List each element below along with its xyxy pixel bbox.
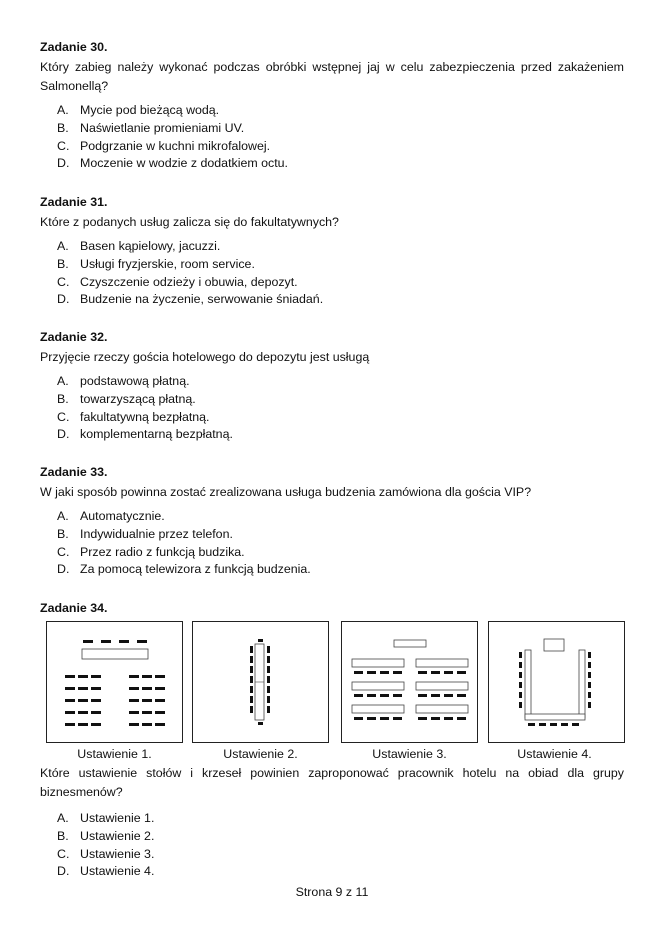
chair-icon xyxy=(101,640,111,643)
layout-4-diagram xyxy=(488,621,625,743)
layout-2-caption: Ustawienie 2. xyxy=(223,747,298,761)
layout-4-caption: Ustawienie 4. xyxy=(517,747,592,761)
task-question: W jaki sposób powinna zostać zrealizowana usługa budzenia zamówiona dla gościa VIP? xyxy=(40,485,532,499)
answer-option xyxy=(57,828,624,846)
answer-option xyxy=(57,863,624,881)
option-letter: D. xyxy=(57,156,70,171)
chair-icon xyxy=(137,640,147,643)
task-title: Zadanie 33. xyxy=(40,465,108,479)
layout-3-diagram xyxy=(341,621,478,743)
option-letter: D. xyxy=(57,427,70,442)
option-text: fakultatywną bezpłatną. xyxy=(80,409,210,424)
classroom-tables xyxy=(352,659,468,713)
option-text: Ustawienie 2. xyxy=(80,828,155,843)
option-text: Podgrzanie w kuchni mikrofalowej. xyxy=(80,138,271,153)
chair-icon xyxy=(83,640,93,643)
option-text: Moczenie w wodzie z dodatkiem octu. xyxy=(80,156,288,171)
option-text: Basen kąpielowy, jacuzzi. xyxy=(80,239,221,253)
option-text: Przez radio z funkcją budzika. xyxy=(80,544,245,559)
answer-option xyxy=(57,238,624,256)
option-text: Indywidualnie przez telefon. xyxy=(80,526,233,541)
layout-2-drawing xyxy=(193,622,328,742)
answer-option xyxy=(57,391,624,409)
task-question: Który zabieg należy wykonać podczas obróbki wstępnej jaj w celu zabezpieczenia przed zakażeniem Salmonellą? xyxy=(40,60,624,93)
option-letter: B. xyxy=(57,256,69,271)
option-letter: B. xyxy=(57,828,69,843)
option-letter: C. xyxy=(57,409,70,424)
answer-option xyxy=(57,373,624,391)
option-text: Za pomocą telewizora z funkcją budzenia. xyxy=(80,562,311,577)
option-letter: A. xyxy=(57,811,69,825)
task-32 xyxy=(40,328,624,444)
answer-option xyxy=(57,120,624,138)
option-letter: B. xyxy=(57,391,69,406)
option-letter: D. xyxy=(57,292,70,307)
layout-4-drawing xyxy=(489,622,624,742)
option-text: komplementarną bezpłatną. xyxy=(80,427,233,442)
option-letter: D. xyxy=(57,864,70,879)
answer-option xyxy=(57,155,624,173)
option-text: podstawową płatną. xyxy=(80,374,190,388)
option-text: Mycie pod bieżącą wodą. xyxy=(80,103,220,117)
task-question: Które z podanych usług zalicza się do fakultatywnych? xyxy=(40,215,339,229)
option-letter: C. xyxy=(57,544,70,559)
option-letter: D. xyxy=(57,562,70,577)
option-text: Budzenie na życzenie, serwowanie śniadań. xyxy=(80,292,324,307)
option-text: Ustawienie 4. xyxy=(80,864,155,879)
option-letter: C. xyxy=(57,846,70,861)
task-31 xyxy=(40,193,624,309)
answer-option xyxy=(57,426,624,444)
answer-option xyxy=(57,526,624,544)
head-table xyxy=(544,639,564,651)
task-title: Zadanie 30. xyxy=(40,40,108,54)
layout-3-caption: Ustawienie 3. xyxy=(372,747,447,761)
layout-1-drawing xyxy=(47,622,182,742)
head-table xyxy=(394,640,426,647)
answer-option xyxy=(57,508,624,526)
option-text: Czyszczenie odzieży i obuwia, depozyt. xyxy=(80,274,298,289)
answer-options xyxy=(57,810,624,881)
answer-option xyxy=(57,102,624,120)
answer-options xyxy=(57,102,624,173)
answer-option xyxy=(57,810,624,828)
option-letter: A. xyxy=(57,239,69,253)
layout-3-drawing xyxy=(342,622,477,742)
option-text: Ustawienie 1. xyxy=(80,811,155,825)
option-letter: A. xyxy=(57,374,69,388)
task-34-question-block xyxy=(40,764,624,881)
task-34 xyxy=(40,599,624,617)
task-title: Zadanie 34. xyxy=(40,601,108,615)
option-text: towarzyszącą płatną. xyxy=(80,391,196,406)
option-text: Ustawienie 3. xyxy=(80,846,155,861)
task-33 xyxy=(40,463,624,579)
answer-option xyxy=(57,274,624,292)
answer-option xyxy=(57,138,624,156)
option-letter: C. xyxy=(57,274,70,289)
answer-options xyxy=(57,508,624,579)
answer-option xyxy=(57,256,624,274)
audience-chairs xyxy=(65,675,165,726)
option-letter: C. xyxy=(57,138,70,153)
option-letter: B. xyxy=(57,120,69,135)
option-text: Naświetlanie promieniami UV. xyxy=(80,120,245,135)
option-text: Automatycznie. xyxy=(80,509,165,523)
option-text: Usługi fryzjerskie, room service. xyxy=(80,256,255,271)
answer-option xyxy=(57,291,624,309)
task-question: Przyjęcie rzeczy gościa hotelowego do depozytu jest usługą xyxy=(40,350,370,364)
answer-options xyxy=(57,373,624,444)
layout-1-diagram xyxy=(46,621,183,743)
task-title: Zadanie 31. xyxy=(40,195,108,209)
answer-options xyxy=(57,238,624,309)
layout-2-diagram xyxy=(192,621,329,743)
answer-option xyxy=(57,561,624,579)
option-letter: A. xyxy=(57,509,69,523)
head-table xyxy=(82,649,148,659)
answer-option xyxy=(57,846,624,864)
u-shape-tables xyxy=(525,650,585,720)
chair-icon xyxy=(119,640,129,643)
task-30 xyxy=(40,38,624,173)
answer-option xyxy=(57,544,624,562)
layout-1-caption: Ustawienie 1. xyxy=(77,747,152,761)
task-question: Które ustawienie stołów i krzeseł powinien zaproponować pracownik hotelu na obiad dla grupy biznesmenów? xyxy=(40,766,624,799)
answer-option xyxy=(57,409,624,427)
option-letter: B. xyxy=(57,526,69,541)
option-letter: A. xyxy=(57,103,69,117)
task-title: Zadanie 32. xyxy=(40,330,108,344)
page-number: Strona 9 z 11 xyxy=(295,885,369,899)
